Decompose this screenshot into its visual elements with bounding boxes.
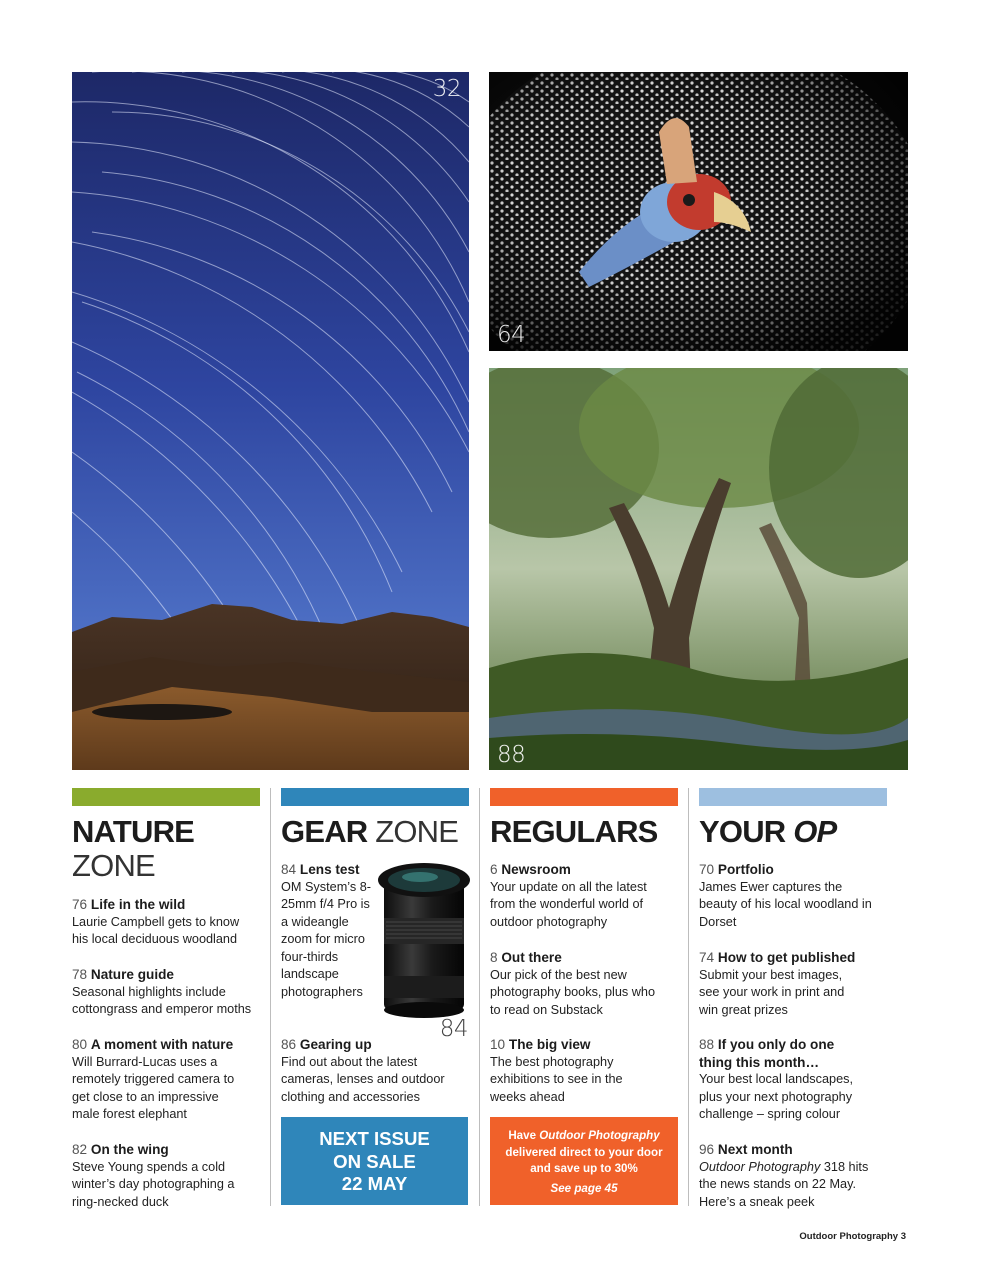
gear-zone-title: GEAR ZONE [281,814,459,849]
page-footer: Outdoor Photography 3 [799,1231,906,1242]
toc-entry[interactable]: 84 Lens test OM System’s 8-25mm f/4 Pro is a wideangle zoom for micro four-thirds landscape photographers [281,862,372,999]
toc-entry[interactable]: 82 On the wing Steve Young spends a cold winter’s day photographing a ring-necked duck [72,1142,235,1209]
nature-zone-bar [72,788,260,806]
subscribe-promo[interactable]: Have Outdoor Photography delivered direct to your door and save up to 30% See page 45 [490,1117,678,1205]
toc-entry[interactable]: 88 If you only do one thing this month… Your best local landscapes, plus your next photography challenge – spring colour [699,1037,853,1121]
page-number-64: 64 [497,322,526,348]
toc-entry[interactable]: 10 The big view The best photography exhibitions to see in the weeks ahead [490,1037,623,1104]
toc-entry[interactable]: 70 Portfolio James Ewer captures the beauty of his local woodland in Dorset [699,862,872,929]
regulars-column [490,788,678,849]
lens-photo [374,858,472,1042]
gear-zone-column [281,788,469,849]
toc-entry[interactable]: 6 Newsroom Your update on all the latest from the wonderful world of outdoor photography [490,862,647,929]
page-number-88: 88 [497,742,526,768]
page-number-84: 84 [439,1016,468,1042]
toc-entry[interactable]: 74 How to get published Submit your best images, see your work in print and win great prizes [699,950,856,1017]
nature-zone-column [72,788,260,883]
woodland-photo [489,368,908,770]
toc-entry[interactable]: 80 A moment with nature Will Burrard-Lucas uses a remotely triggered camera to get close to an impressive male forest elephant [72,1037,235,1121]
star-trails-photo [72,72,469,770]
toc-entry[interactable]: 78 Nature guide Seasonal highlights include cottongrass and emperor moths [72,967,252,1016]
page-number-32: 32 [432,76,461,102]
gear-zone-bar [281,788,469,806]
regulars-bar [490,788,678,806]
nature-zone-title: NATURE ZONE [72,814,195,883]
column-divider [688,788,689,1206]
next-issue-promo: NEXT ISSUE ON SALE 22 MAY [281,1117,468,1205]
guineafowl-photo [489,72,908,351]
toc-entry[interactable]: 96 Next month Outdoor Photography 318 hits the news stands on 22 May. Here’s a sneak peek [699,1142,869,1209]
your-op-column [699,788,887,849]
regulars-title: REGULARS [490,814,658,849]
column-divider [270,788,271,1206]
toc-entry[interactable]: 86 Gearing up Find out about the latest cameras, lenses and outdoor clothing and accessories [281,1037,445,1104]
toc-entry[interactable]: 76 Life in the wild Laurie Campbell gets to know his local deciduous woodland [72,897,240,946]
your-op-bar [699,788,887,806]
column-divider [479,788,480,1206]
your-op-title: YOUR OP [699,814,837,849]
toc-entry[interactable]: 8 Out there Our pick of the best new photography books, plus who to read on Substack [490,950,656,1017]
